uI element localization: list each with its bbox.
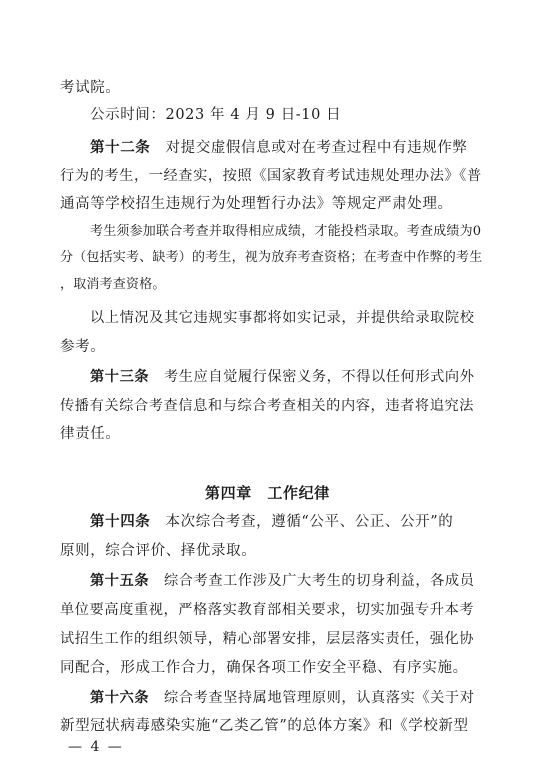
article-16-line: 第十六条 综合考查坚持属地管理原则，认真落实《关于对 <box>90 690 475 706</box>
article-13-line: 第十三条 考生应自觉履行保密义务，不得以任何形式向外 <box>90 369 475 385</box>
text-line-5: 通高等学校招生违规行为处理暂行办法》等规定严肃处理。 <box>60 196 453 212</box>
article-12-line: 第十二条 对提交虚假信息或对在考查过程中有违规作弊 <box>90 139 468 156</box>
article-15-heading: 第十五条 <box>90 573 150 589</box>
text-line-8: ，取消考查资格。 <box>60 277 166 292</box>
text-line-12: 传播有关综合考查信息和与综合考查相关的内容，违者将追究法 <box>60 398 475 414</box>
article-14-heading: 第十四条 <box>90 513 151 530</box>
text-line-20: 同配合，形成工作合力，确保各项工作安全平稳、有序实施。 <box>60 660 468 676</box>
text-line-6: 考生须参加联合考查并取得相应成绩，才能投档录取。考查成绩为0 <box>90 224 482 239</box>
text-line-4: 行为的考生，一经查实，按照《国家教育考试违规处理办法》《普 <box>60 168 482 184</box>
article-16-heading: 第十六条 <box>90 690 150 706</box>
article-15-line: 第十五条 综合考查工作涉及广大考生的切身利益，各成员 <box>90 573 475 589</box>
text-line-10: 参考。 <box>60 339 106 355</box>
article-12-heading: 第十二条 <box>90 139 151 156</box>
text-line-13: 律责任。 <box>60 426 121 442</box>
page-number: — 4 — <box>68 739 124 755</box>
text-line-9: 以上情况及其它违规实事都将如实记录，并提供给录取院校 <box>90 310 475 326</box>
publicity-time-line: 公示时间：2023 年 4 月 9 日-10 日 <box>90 107 342 123</box>
text-line-19: 试招生工作的组织领导，精心部署安排，层层落实责任，强化协 <box>60 631 475 647</box>
article-13-heading: 第十三条 <box>90 369 150 385</box>
text-line-1: 考试院。 <box>60 80 121 96</box>
text-line-18: 单位要高度重视，严格落实教育部相关要求，切实加强专升本考 <box>60 602 475 618</box>
text-line-22: 新型冠状病毒感染实施“乙类乙管”的总体方案》和《学校新型 <box>60 718 469 734</box>
text-line-16: 原则，综合评价、择优录取。 <box>60 543 257 559</box>
article-14-line: 第十四条 本次综合考查，遵循“公平、公正、公开”的 <box>90 513 454 530</box>
chapter-heading: 第四章 工作纪律 <box>205 484 330 502</box>
text-line-7: 分（包括实考、缺考）的考生，视为放弃考查资格；在考查中作弊的考生 <box>60 250 483 265</box>
